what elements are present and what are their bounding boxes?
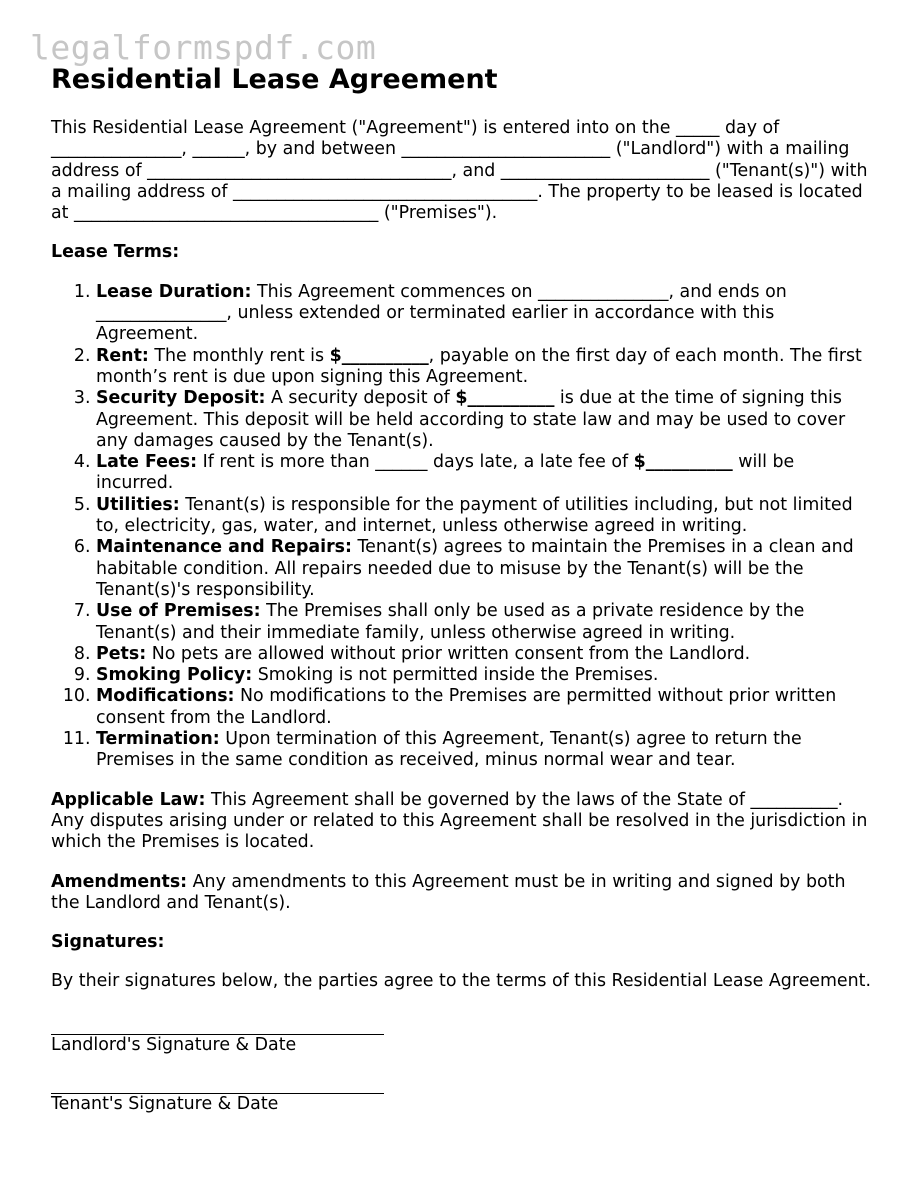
watermark: legalformspdf.com: [30, 28, 377, 67]
term-security-deposit: [96, 388, 876, 452]
term-label: Modifications:: [96, 686, 235, 707]
term-termination: [96, 729, 876, 772]
term-label: Pets:: [96, 643, 147, 664]
signatures-heading: Signatures:: [51, 932, 165, 953]
applicable-law-text: This Agreement shall be governed by the laws of the State of __________. Any disputes arising under or related to this Agreement shall be resolved in the jurisdiction in which the Premises is located.: [51, 789, 868, 853]
term-label: Late Fees:: [96, 452, 198, 473]
amendments-label: Amendments:: [51, 871, 188, 892]
landlord-signature-block: [51, 1023, 876, 1056]
term-utilities: [96, 495, 876, 538]
tenant-signature-line[interactable]: [51, 1082, 384, 1094]
term-late-fees: [96, 452, 876, 495]
term-smoking-policy: [96, 665, 876, 686]
term-text: will be incurred.: [96, 452, 795, 494]
term-text: Smoking is not permitted inside the Premises.: [252, 665, 659, 686]
term-text: The monthly rent is: [148, 345, 330, 366]
term-label: Lease Duration:: [96, 281, 252, 302]
term-label: Termination:: [96, 729, 220, 750]
applicable-law-paragraph: [51, 790, 876, 854]
lease-terms-heading: Lease Terms:: [51, 242, 180, 263]
term-use-of-premises: [96, 601, 876, 644]
landlord-signature-label: Landlord's Signature & Date: [51, 1034, 297, 1055]
lease-terms-list: [51, 282, 876, 772]
term-text: The Premises shall only be used as a private residence by the Tenant(s) and their immediate family, unless otherwise agreed in writing.: [96, 601, 805, 643]
term-text: If rent is more than ______ days late, a late fee of: [197, 452, 634, 473]
signatures-intro: By their signatures below, the parties agree to the terms of this Residential Lease Agreement.: [51, 971, 871, 992]
term-label: Use of Premises:: [96, 601, 261, 622]
term-label: Smoking Policy:: [96, 665, 253, 686]
term-label: Rent:: [96, 345, 149, 366]
term-text: Upon termination of this Agreement, Tenant(s) agree to return the Premises in the same condition as received, minus normal wear and tear.: [96, 729, 802, 771]
term-maintenance: [96, 537, 876, 601]
deposit-amount-blank: $__________: [455, 388, 555, 409]
term-modifications: [96, 686, 876, 729]
term-text: , payable on the first day of each month. The first month’s rent is due upon signing this Agreement.: [96, 345, 862, 387]
amendments-text: Any amendments to this Agreement must be in writing and signed by both the Landlord and Tenant(s).: [51, 871, 846, 913]
term-text: No pets are allowed without prior written consent from the Landlord.: [146, 643, 751, 664]
term-text: Tenant(s) is responsible for the payment of utilities including, but not limited to, electricity, gas, water, and internet, unless otherwise agreed in writing.: [96, 494, 853, 537]
tenant-signature-block: [51, 1082, 876, 1115]
document-body: [51, 118, 876, 1115]
term-label: Utilities:: [96, 494, 180, 515]
late-fee-amount-blank: $__________: [633, 452, 733, 473]
amendments-paragraph: [51, 872, 876, 915]
tenant-signature-label: Tenant's Signature & Date: [51, 1093, 279, 1114]
rent-amount-blank: $__________: [329, 345, 429, 366]
intro-paragraph: This Residential Lease Agreement ("Agreement") is entered into on the _____ day of _______________, ______, by and between ________________________ ("Landlord") with a mailing address of ___________________________________, and ________________________ ("Tenant(s)") with a mailing address of ___________________________________. The property to be leased is located at ___________________________________ ("Premises").: [51, 118, 868, 224]
term-text: No modifications to the Premises are permitted without prior written consent from the Landlord.: [96, 686, 837, 728]
term-pets: [96, 644, 876, 665]
term-text: This Agreement commences on _______________, and ends on _______________, unless extended or terminated earlier in accordance with this Agreement.: [96, 281, 787, 345]
landlord-signature-line[interactable]: [51, 1023, 384, 1035]
term-label: Security Deposit:: [96, 388, 266, 409]
term-rent: [96, 346, 876, 389]
term-text: is due at the time of signing this Agreement. This deposit will be held according to state law and may be used to cover any damages caused by the Tenant(s).: [96, 388, 846, 451]
term-text: Tenant(s) agrees to maintain the Premises in a clean and habitable condition. All repairs needed due to misuse by the Tenant(s) will be the Tenant(s)'s responsibility.: [96, 537, 854, 600]
term-label: Maintenance and Repairs:: [96, 537, 352, 558]
term-text: A security deposit of: [265, 388, 456, 409]
applicable-law-label: Applicable Law:: [51, 789, 206, 810]
document-title: Residential Lease Agreement: [51, 64, 498, 95]
term-lease-duration: [96, 282, 876, 346]
